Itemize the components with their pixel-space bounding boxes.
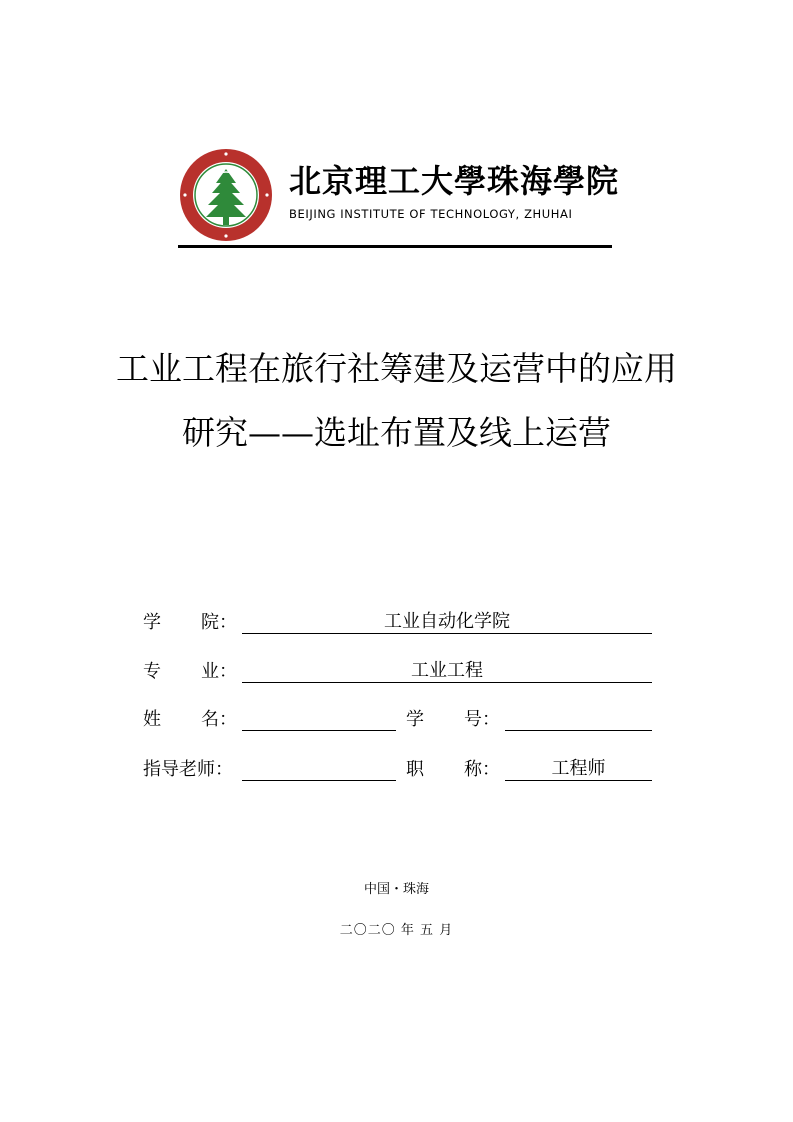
college-field: 工业自动化学院 — [242, 611, 652, 634]
college-label-a: 学 — [143, 612, 161, 633]
major-label-a: 专 — [143, 661, 161, 682]
footer-place: 中国・珠海 — [363, 882, 429, 897]
title-rank-field: 工程师 — [505, 758, 652, 781]
thesis-title-line-2: 研究——选址布置及线上运营 — [182, 413, 611, 452]
advisor-label: 指导老师： — [143, 759, 233, 780]
title-rank-label-b: 称： — [464, 759, 500, 780]
header-divider — [178, 245, 612, 248]
name-field — [242, 708, 396, 731]
college-label-b: 院： — [201, 612, 237, 633]
title-rank-label-a: 职 — [406, 759, 424, 780]
student-id-label-b: 号： — [464, 709, 500, 730]
student-id-field — [505, 708, 652, 731]
advisor-field — [242, 758, 396, 781]
university-header — [178, 147, 620, 250]
university-name-cn: 北京理工大學珠海學院 — [289, 162, 620, 200]
student-id-label-a: 学 — [406, 709, 424, 730]
name-label-a: 姓 — [143, 709, 161, 730]
name-label-b: 名： — [201, 709, 237, 730]
thesis-title-line-1: 工业工程在旅行社筹建及运营中的应用 — [116, 349, 677, 388]
footer-date: 二〇二〇 年 五 月 — [339, 923, 454, 938]
major-label-b: 业： — [201, 661, 237, 682]
major-field: 工业工程 — [242, 660, 652, 683]
university-seal-icon — [178, 147, 274, 243]
university-name-en: BEIJING INSTITUTE OF TECHNOLOGY, ZHUHAI — [289, 207, 573, 221]
